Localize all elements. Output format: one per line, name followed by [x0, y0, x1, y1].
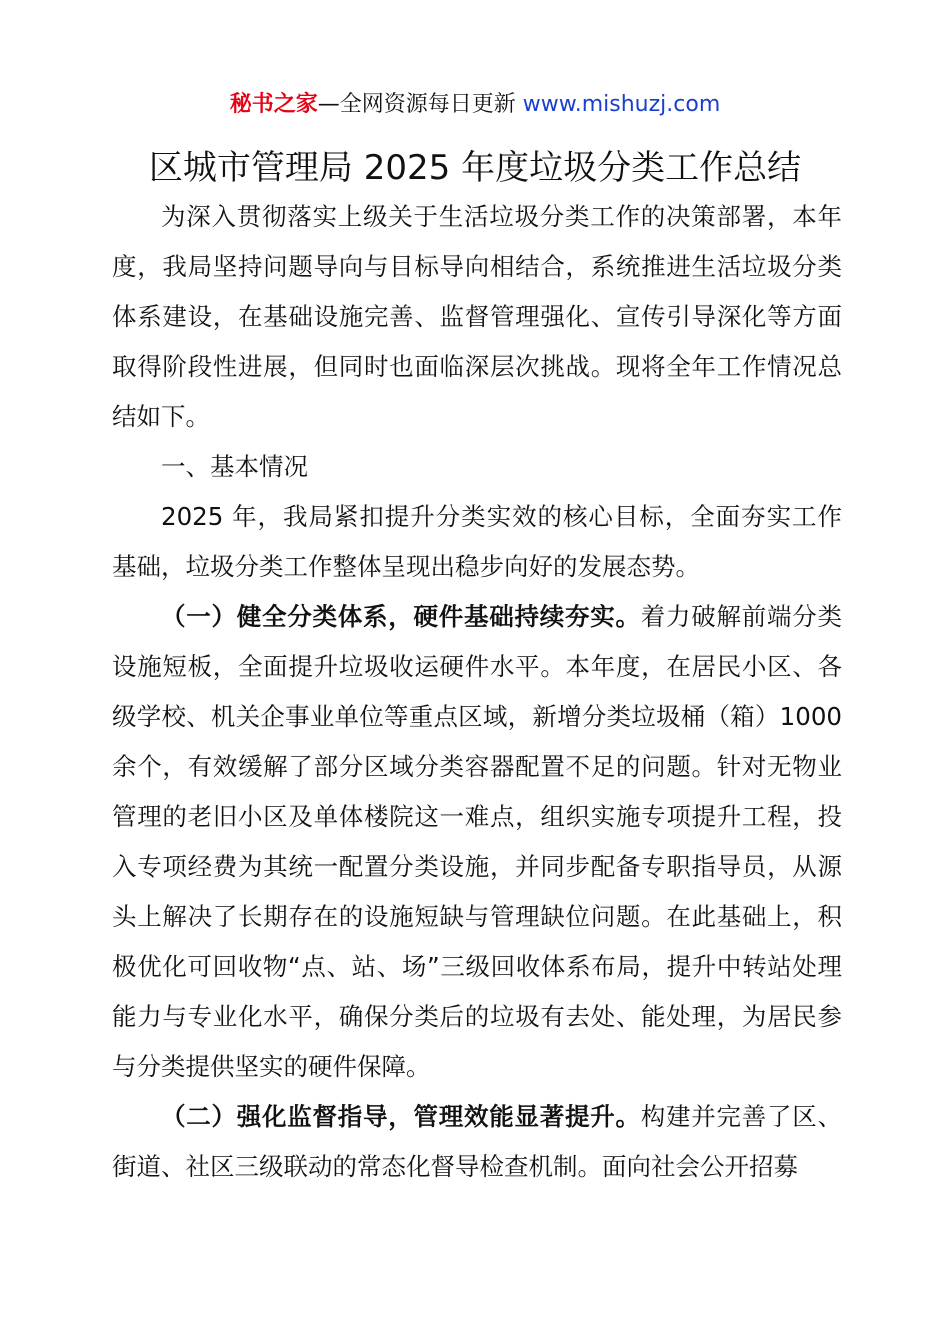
item-lead-2: （二）强化监督指导，管理效能显著提升。 — [161, 1102, 641, 1131]
document-title: 区城市管理局 2025 年度垃圾分类工作总结 — [148, 148, 802, 188]
intro-paragraph: 为深入贯彻落实上级关于生活垃圾分类工作的决策部署，本年度，我局坚持问题导向与目标导向相结合，系统推进生活垃圾分类体系建设，在基础设施完善、监督管理强化、宣传引导深化等方面取得阶段性进展，但同时也面临深层次挑战。现将全年工作情况总结如下。 — [112, 202, 842, 431]
item-lead-1: （一）健全分类体系，硬件基础持续夯实。 — [161, 602, 641, 631]
section-heading-basic: 一、基本情况 — [161, 452, 308, 481]
document-body — [112, 192, 842, 1192]
section-paragraph-basic: 2025 年，我局紧扣提升分类实效的核心目标，全面夯实工作基础，垃圾分类工作整体呈现出稳步向好的发展态势。 — [112, 502, 842, 581]
site-tagline: —全网资源每日更新 — [317, 92, 523, 117]
item-body-1: 着力破解前端分类设施短板，全面提升垃圾收运硬件水平。本年度，在居民小区、各级学校、机关企事业单位等重点区域，新增分类垃圾桶（箱）1000 余个，有效缓解了部分区域分类容器配置不足的问题。针对无物业管理的老旧小区及单体楼院这一难点，组织实施专项提升工程，投入专项经费为其统一配置分类设施，并同步配备专职指导员，从源头上解决了长期存在的设施短缺与管理缺位问题。在此基础上，积极优化可回收物“点、站、场”三级回收体系布局，提升中转站处理能力与专业化水平，确保分类后的垃圾有去处、能处理，为居民参与分类提供坚实的硬件保障。 — [112, 602, 842, 1081]
site-brand: 秘书之家 — [229, 92, 318, 117]
site-url[interactable]: www.mishuzj.com — [522, 92, 721, 117]
item-body-2: 构建并完善了区、街道、社区三级联动的常态化督导检查机制。面向社会公开招募 — [112, 1102, 842, 1181]
item-paragraph-2 — [112, 1092, 842, 1192]
item-paragraph-1 — [112, 592, 842, 1092]
site-header — [0, 88, 950, 122]
